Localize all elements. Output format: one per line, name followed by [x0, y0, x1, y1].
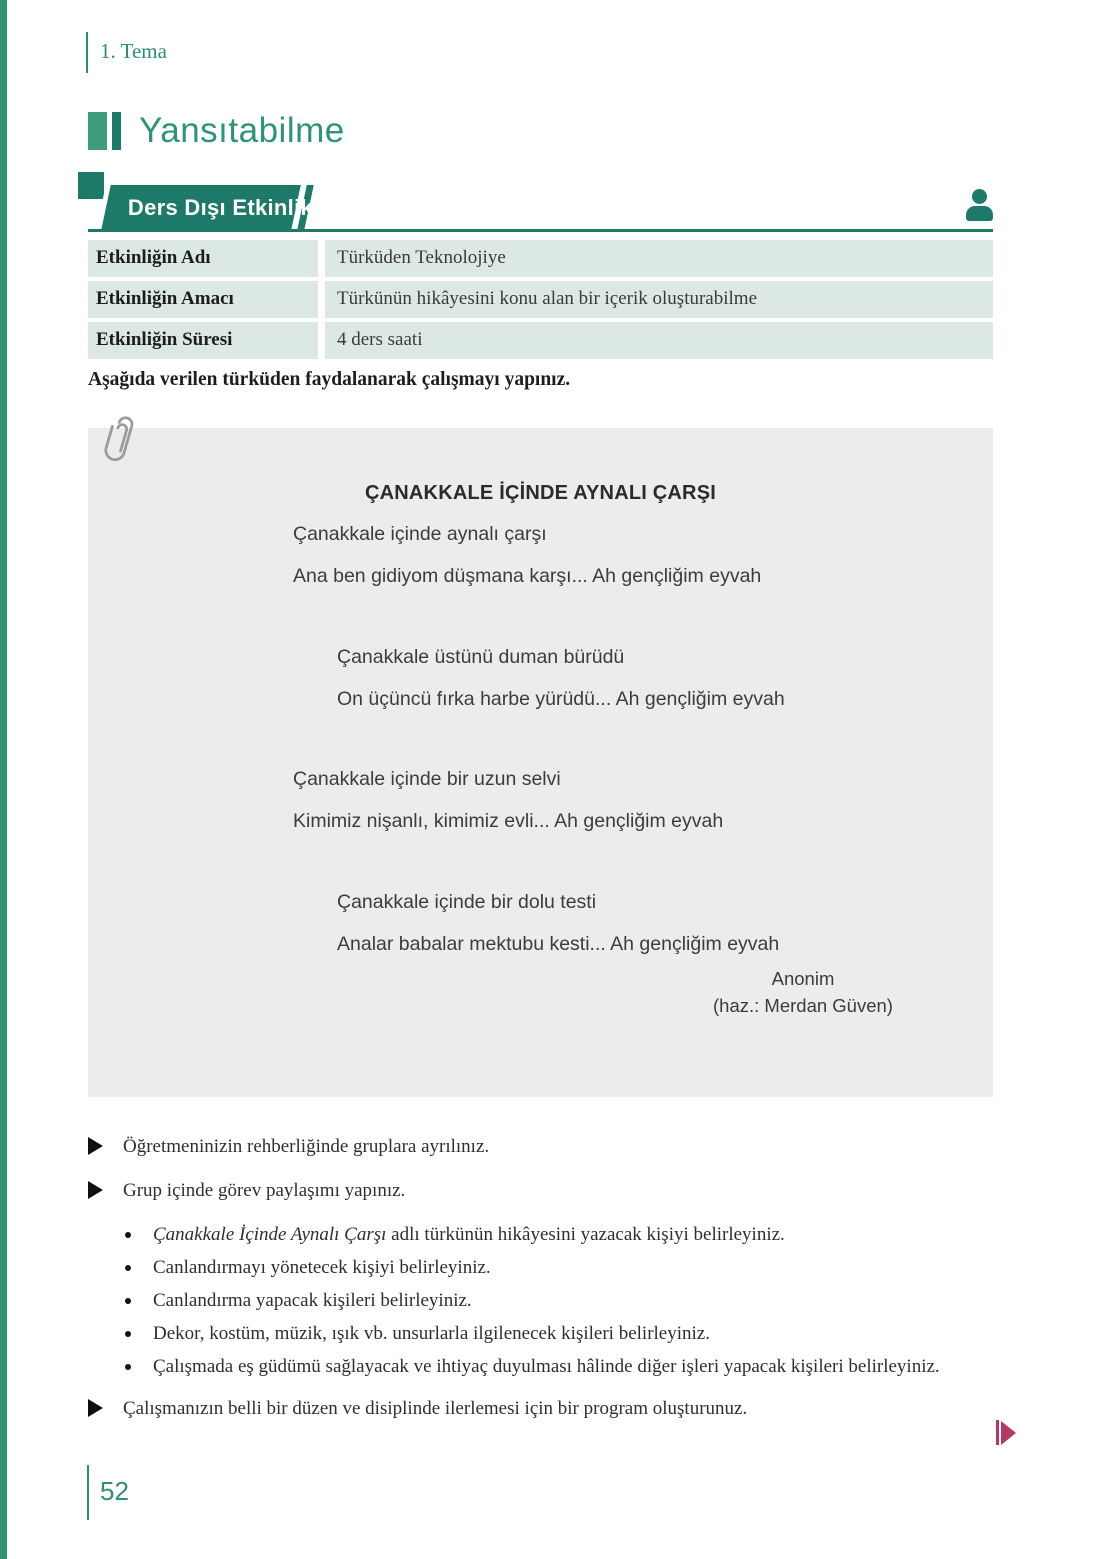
- poem-line: Analar babalar mektubu kesti... Ah gençliğim eyvah: [337, 933, 780, 955]
- page-number-block: [87, 1465, 129, 1520]
- bullet-icon: [125, 1331, 131, 1337]
- activity-banner: [101, 185, 314, 230]
- page-number: 52: [100, 1476, 129, 1506]
- bullet-icon: [125, 1265, 131, 1271]
- heading-bar-light: [88, 112, 107, 150]
- table-row-value: Türküden Teknolojiye: [325, 240, 993, 277]
- poem-line: Çanakkale içinde bir uzun selvi: [293, 768, 561, 790]
- poem-line: Çanakkale içinde bir dolu testi: [337, 891, 597, 913]
- poem-line: On üçüncü fırka harbe yürüdü... Ah gençliğim eyvah: [337, 688, 785, 710]
- table-row-label: Etkinliğin Süresi: [88, 322, 318, 359]
- subtask-item: Canlandırma yapacak kişileri belirleyiniz.: [125, 1287, 1078, 1314]
- poem-line: Ana ben gidiyom düşmana karşı... Ah gençliğim eyvah: [293, 565, 762, 587]
- poem-stanza: [293, 768, 723, 852]
- poem-stanza: [337, 891, 779, 975]
- next-page-arrow-icon: [996, 1420, 1016, 1445]
- poem-line: Kimimiz nişanlı, kimimiz evli... Ah gençliğim eyvah: [293, 810, 724, 832]
- bullet-icon: [125, 1298, 131, 1304]
- activity-table: [88, 240, 993, 363]
- subtask-item: Canlandırmayı yönetecek kişiyi belirleyiniz.: [125, 1254, 1078, 1281]
- subtask-item: Çalışmada eş güdümü sağlayacak ve ihtiyaç duyulması hâlinde diğer işleri yapacak kişileri belirleyiniz.: [125, 1353, 1078, 1380]
- arrow-bullet-icon: [88, 1137, 103, 1155]
- bullet-icon: [125, 1232, 131, 1238]
- person-icon-body: [966, 206, 993, 221]
- subtask-item: Çanakkale İçinde Aynalı Çarşı adlı türkünün hikâyesini yazacak kişiyi belirleyiniz.: [125, 1221, 1078, 1248]
- poem-stanza: [293, 523, 761, 607]
- section-title: Yansıtabilme: [139, 111, 345, 150]
- table-row: [88, 240, 993, 277]
- poem-line: Çanakkale içinde aynalı çarşı: [293, 523, 547, 545]
- table-row: [88, 322, 993, 359]
- instruction-line: Aşağıda verilen türküden faydalanarak çalışmayı yapınız.: [88, 369, 571, 390]
- poem-box: [88, 428, 993, 1097]
- poem-title-reference: Çanakkale İçinde Aynalı Çarşı: [153, 1224, 387, 1245]
- poem-editor: (haz.: Merdan Güven): [713, 995, 893, 1016]
- poem-title: ÇANAKKALE İÇİNDE AYNALI ÇARŞI: [364, 482, 716, 504]
- banner-underline: [88, 229, 993, 232]
- section-heading: [88, 111, 345, 151]
- arrow-bullet-icon: [88, 1399, 103, 1417]
- subtask-item: Dekor, kostüm, müzik, ışık vb. unsurlarla ilgilenecek kişileri belirleyiniz.: [125, 1320, 1078, 1347]
- heading-bar-dark: [112, 112, 121, 150]
- subtask-list: [125, 1221, 1078, 1380]
- banner-corner-square: [78, 172, 104, 199]
- table-row-label: Etkinliğin Amacı: [88, 281, 318, 318]
- poem-line: Çanakkale üstünü duman bürüdü: [337, 646, 625, 668]
- poem-author: Anonim: [771, 968, 835, 989]
- paperclip-icon: [97, 408, 145, 471]
- task-item: Grup içinde görev paylaşımı yapınız.: [88, 1177, 1078, 1204]
- tema-header: [86, 32, 167, 73]
- table-row-label: Etkinliğin Adı: [88, 240, 318, 277]
- person-icon-head: [972, 189, 987, 204]
- table-row-value: 4 ders saati: [325, 322, 993, 359]
- poem-attribution: [608, 965, 998, 1019]
- tema-label: 1. Tema: [100, 39, 167, 63]
- activity-banner-label: Ders Dışı Etkinlik: [128, 194, 314, 220]
- task-item: Çalışmanızın belli bir düzen ve disiplinde ilerlemesi için bir program oluşturunuz.: [88, 1395, 1078, 1422]
- table-row-value: Türkünün hikâyesini konu alan bir içerik oluşturabilme: [325, 281, 993, 318]
- person-icon: [966, 189, 993, 228]
- left-edge-strip: [0, 0, 7, 1559]
- task-item: Öğretmeninizin rehberliğinde gruplara ayrılınız.: [88, 1133, 1078, 1160]
- table-row: [88, 281, 993, 318]
- arrow-bullet-icon: [88, 1181, 103, 1199]
- task-list: [88, 1133, 1078, 1439]
- poem-stanza: [337, 646, 785, 730]
- bullet-icon: [125, 1364, 131, 1370]
